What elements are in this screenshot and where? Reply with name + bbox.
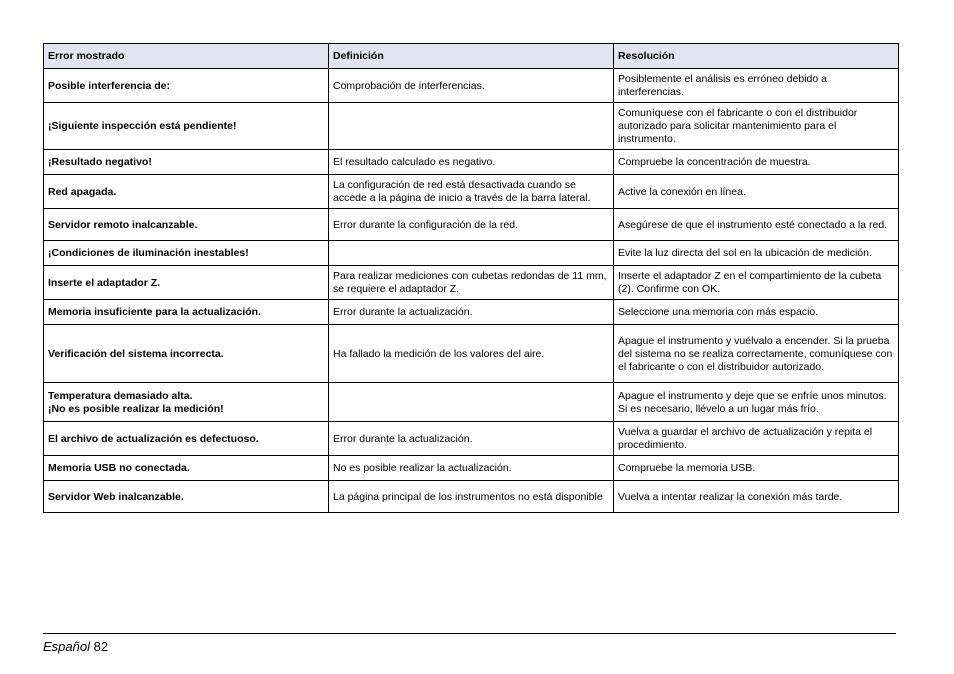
definition-cell: La página principal de los instrumentos no está disponible — [329, 481, 614, 513]
error-cell: Verificación del sistema incorrecta. — [44, 325, 329, 383]
error-cell: Posible interferencia de: — [44, 69, 329, 103]
definition-cell: Para realizar mediciones con cubetas redondas de 11 mm, se requiere el adaptador Z. — [329, 266, 614, 300]
page-footer — [43, 639, 108, 654]
error-cell: Temperatura demasiado alta. ¡No es posible realizar la medición! — [44, 383, 329, 422]
table-row — [44, 150, 899, 175]
footer-divider — [43, 633, 896, 634]
error-cell: ¡Siguiente inspección está pendiente! — [44, 103, 329, 150]
definition-cell: Ha fallado la medición de los valores del aire. — [329, 325, 614, 383]
definition-cell: Comprobación de interferencias. — [329, 69, 614, 103]
resolution-cell: Seleccione una memoria con más espacio. — [614, 300, 899, 325]
error-cell: ¡Resultado negativo! — [44, 150, 329, 175]
table-row — [44, 103, 899, 150]
resolution-cell: Active la conexión en línea. — [614, 175, 899, 209]
column-header-resolution: Resolución — [614, 44, 899, 69]
table-row — [44, 266, 899, 300]
resolution-cell: Posiblemente el análisis es erróneo debido a interferencias. — [614, 69, 899, 103]
definition-cell: El resultado calculado es negativo. — [329, 150, 614, 175]
definition-cell — [329, 383, 614, 422]
table-row — [44, 325, 899, 383]
resolution-cell: Vuelva a guardar el archivo de actualización y repita el procedimiento. — [614, 422, 899, 456]
error-cell: Memoria insuficiente para la actualización. — [44, 300, 329, 325]
definition-cell: La configuración de red está desactivada cuando se accede a la página de inicio a través de la barra lateral. — [329, 175, 614, 209]
definition-cell — [329, 103, 614, 150]
error-cell: Red apagada. — [44, 175, 329, 209]
table-row — [44, 481, 899, 513]
error-cell: Memoria USB no conectada. — [44, 456, 329, 481]
table-row — [44, 241, 899, 266]
table-row — [44, 300, 899, 325]
column-header-definition: Definición — [329, 44, 614, 69]
footer-language: Español — [43, 639, 90, 654]
table-row — [44, 422, 899, 456]
error-cell: El archivo de actualización es defectuoso. — [44, 422, 329, 456]
error-cell: ¡Condiciones de iluminación inestables! — [44, 241, 329, 266]
resolution-cell: Comuníquese con el fabricante o con el distribuidor autorizado para solicitar mantenimiento para el instrumento. — [614, 103, 899, 150]
resolution-cell: Inserte el adaptador Z en el compartimiento de la cubeta (2). Confirme con OK. — [614, 266, 899, 300]
error-cell: Servidor remoto inalcanzable. — [44, 209, 329, 241]
resolution-cell: Apague el instrumento y vuélvalo a encender. Si la prueba del sistema no se realiza correctamente, comuníquese con el fabricante o con el distribuidor autorizado. — [614, 325, 899, 383]
resolution-cell: Asegúrese de que el instrumento esté conectado a la red. — [614, 209, 899, 241]
table-row — [44, 175, 899, 209]
resolution-cell: Compruebe la concentración de muestra. — [614, 150, 899, 175]
definition-cell: No es posible realizar la actualización. — [329, 456, 614, 481]
resolution-cell: Apague el instrumento y deje que se enfríe unos minutos. Si es necesario, llévelo a un lugar más frío. — [614, 383, 899, 422]
definition-cell: Error durante la actualización. — [329, 300, 614, 325]
definition-cell: Error durante la actualización. — [329, 422, 614, 456]
table-row — [44, 383, 899, 422]
definition-cell — [329, 241, 614, 266]
column-header-error: Error mostrado — [44, 44, 329, 69]
table-header-row — [44, 44, 899, 69]
page-number: 82 — [93, 639, 109, 654]
error-cell: Inserte el adaptador Z. — [44, 266, 329, 300]
resolution-cell: Evite la luz directa del sol en la ubicación de medición. — [614, 241, 899, 266]
definition-cell: Error durante la configuración de la red. — [329, 209, 614, 241]
resolution-cell: Compruebe la memoria USB. — [614, 456, 899, 481]
table-row — [44, 456, 899, 481]
table-row — [44, 69, 899, 103]
error-table — [43, 43, 899, 513]
table-row — [44, 209, 899, 241]
error-cell: Servidor Web inalcanzable. — [44, 481, 329, 513]
resolution-cell: Vuelva a intentar realizar la conexión más tarde. — [614, 481, 899, 513]
